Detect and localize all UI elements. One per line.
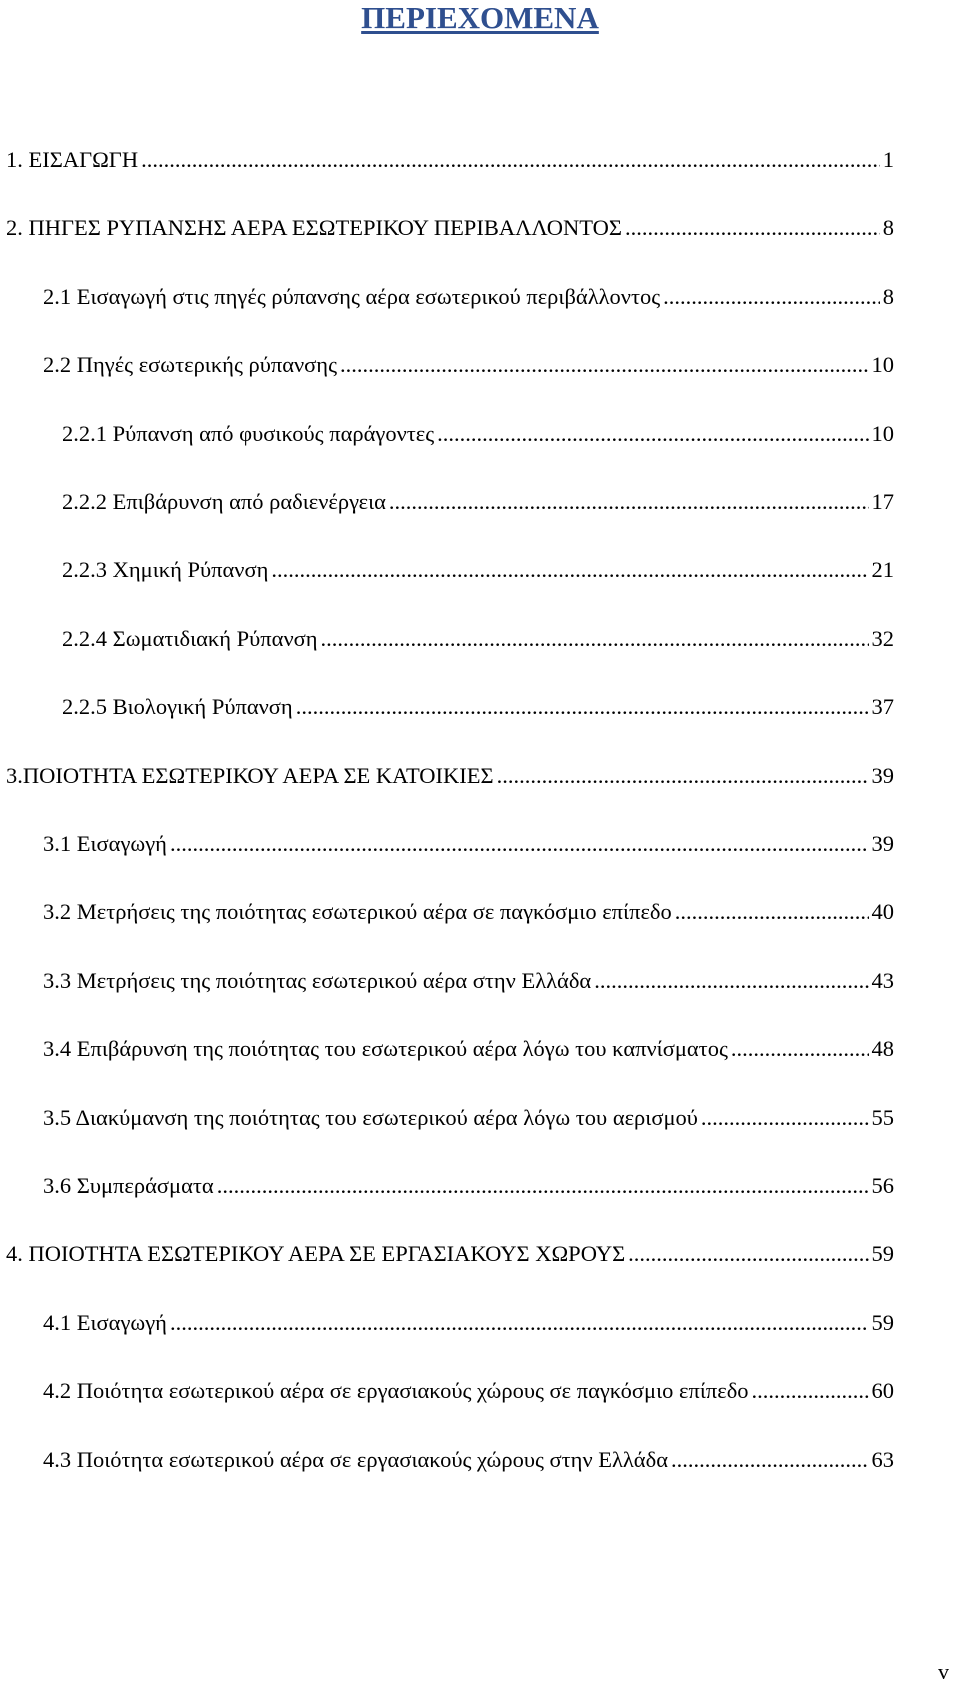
toc-entry[interactable] bbox=[6, 762, 894, 790]
toc-entry-page: 55 bbox=[871, 1105, 894, 1130]
toc-entry-page: 43 bbox=[871, 968, 894, 993]
dot-leader bbox=[389, 488, 869, 516]
toc-entry-page: 39 bbox=[871, 831, 894, 856]
toc-entry[interactable] bbox=[43, 283, 894, 311]
toc-entry[interactable] bbox=[43, 830, 894, 858]
toc-entry-label: 4.1 Εισαγωγή bbox=[43, 1310, 167, 1335]
toc-entry-page: 10 bbox=[871, 421, 894, 446]
toc-entry-page: 8 bbox=[882, 215, 894, 240]
toc-entry-label: 3.6 Συμπεράσματα bbox=[43, 1173, 214, 1198]
toc-entry[interactable] bbox=[43, 1446, 894, 1474]
toc-entry[interactable] bbox=[43, 1377, 894, 1405]
toc-entry[interactable] bbox=[43, 351, 894, 379]
toc-entry-label: 4.3 Ποιότητα εσωτερικού αέρα σε εργασιακούς χώρους στην Ελλάδα bbox=[43, 1447, 668, 1472]
toc-entry-page: 10 bbox=[871, 352, 894, 377]
toc-entry[interactable] bbox=[43, 898, 894, 926]
toc-entry-page: 1 bbox=[882, 147, 894, 172]
dot-leader bbox=[296, 693, 869, 721]
dot-leader bbox=[141, 146, 880, 174]
dot-leader bbox=[170, 830, 869, 858]
toc-entry-label: 4. ΠΟΙΟΤΗΤΑ ΕΣΩΤΕΡΙΚΟΥ ΑΕΡΑ ΣΕ ΕΡΓΑΣΙΑΚΟΥΣ ΧΩΡΟΥΣ bbox=[6, 1241, 626, 1266]
toc-entry-label: 3.3 Μετρήσεις της ποιότητας εσωτερικού αέρα στην Ελλάδα bbox=[43, 968, 592, 993]
toc-entry[interactable] bbox=[62, 556, 894, 584]
page-number: v bbox=[938, 1659, 949, 1684]
dot-leader bbox=[497, 762, 869, 790]
dot-leader bbox=[731, 1035, 869, 1063]
toc-entry[interactable] bbox=[62, 420, 894, 448]
toc-entry[interactable] bbox=[43, 1172, 894, 1200]
toc-entry-label: 3.ΠΟΙΟΤΗΤΑ ΕΣΩΤΕΡΙΚΟΥ ΑΕΡΑ ΣΕ ΚΑΤΟΙΚΙΕΣ bbox=[6, 763, 494, 788]
toc-entry-page: 39 bbox=[871, 763, 894, 788]
toc-entry-label: 3.1 Εισαγωγή bbox=[43, 831, 167, 856]
toc-entry-page: 56 bbox=[871, 1173, 894, 1198]
dot-leader bbox=[625, 214, 880, 242]
toc-entry[interactable] bbox=[43, 1309, 894, 1337]
toc-entry-page: 60 bbox=[871, 1378, 894, 1403]
toc-entry[interactable] bbox=[62, 625, 894, 653]
toc-entry[interactable] bbox=[62, 693, 894, 721]
toc-entry-label: 3.4 Επιβάρυνση της ποιότητας του εσωτερικού αέρα λόγω του καπνίσματος bbox=[43, 1036, 728, 1061]
toc-entry-page: 48 bbox=[871, 1036, 894, 1061]
dot-leader bbox=[321, 625, 869, 653]
toc-entry-label: 3.2 Μετρήσεις της ποιότητας εσωτερικού αέρα σε παγκόσμιο επίπεδο bbox=[43, 899, 672, 924]
toc-entry-page: 40 bbox=[871, 899, 894, 924]
toc-entry-label: 2.2.5 Βιολογική Ρύπανση bbox=[62, 694, 293, 719]
dot-leader bbox=[170, 1309, 869, 1337]
toc-entry-label: 2. ΠΗΓΕΣ ΡΥΠΑΝΣΗΣ ΑΕΡΑ ΕΣΩΤΕΡΙΚΟΥ ΠΕΡΙΒΑΛΛΟΝΤΟΣ bbox=[6, 215, 622, 240]
toc-entry-label: 4.2 Ποιότητα εσωτερικού αέρα σε εργασιακούς χώρους σε παγκόσμιο επίπεδο bbox=[43, 1378, 749, 1403]
toc-entry-page: 32 bbox=[871, 626, 894, 651]
dot-leader bbox=[271, 556, 868, 584]
dot-leader bbox=[671, 1446, 869, 1474]
toc-entry-page: 59 bbox=[871, 1241, 894, 1266]
dot-leader bbox=[628, 1240, 868, 1268]
dot-leader bbox=[701, 1104, 869, 1132]
toc-entry-page: 37 bbox=[871, 694, 894, 719]
dot-leader bbox=[675, 898, 869, 926]
toc-entry[interactable] bbox=[43, 1035, 894, 1063]
dot-leader bbox=[437, 420, 868, 448]
dot-leader bbox=[594, 967, 868, 995]
toc-entry-label: 2.2.2 Επιβάρυνση από ραδιενέργεια bbox=[62, 489, 386, 514]
toc-entry-page: 21 bbox=[871, 557, 894, 582]
toc-entry-label: 1. ΕΙΣΑΓΩΓΗ bbox=[6, 147, 139, 172]
toc-entry[interactable] bbox=[6, 146, 894, 174]
toc-entry-label: 3.5 Διακύμανση της ποιότητας του εσωτερικού αέρα λόγω του αερισμού bbox=[43, 1105, 698, 1130]
dot-leader bbox=[217, 1172, 869, 1200]
toc-entry[interactable] bbox=[6, 1240, 894, 1268]
dot-leader bbox=[340, 351, 869, 379]
toc-entry-page: 59 bbox=[871, 1310, 894, 1335]
toc-entry[interactable] bbox=[62, 488, 894, 516]
toc-entry[interactable] bbox=[6, 214, 894, 242]
toc-entry-label: 2.2 Πηγές εσωτερικής ρύπανσης bbox=[43, 352, 337, 377]
toc-entry-label: 2.2.1 Ρύπανση από φυσικούς παράγοντες bbox=[62, 421, 435, 446]
toc-entry-label: 2.2.3 Χημική Ρύπανση bbox=[62, 557, 269, 582]
toc-entry[interactable] bbox=[43, 1104, 894, 1132]
toc-entry-page: 8 bbox=[882, 284, 894, 309]
toc-entry-page: 63 bbox=[871, 1447, 894, 1472]
toc-entry-page: 17 bbox=[871, 489, 894, 514]
toc-entry-label: 2.2.4 Σωματιδιακή Ρύπανση bbox=[62, 626, 318, 651]
page-title: ΠΕΡΙΕΧΟΜΕΝΑ bbox=[361, 0, 599, 35]
dot-leader bbox=[752, 1377, 869, 1405]
toc-entry-label: 2.1 Εισαγωγή στις πηγές ρύπανσης αέρα εσωτερικού περιβάλλοντος bbox=[43, 284, 661, 309]
toc-entry[interactable] bbox=[43, 967, 894, 995]
dot-leader bbox=[663, 283, 880, 311]
